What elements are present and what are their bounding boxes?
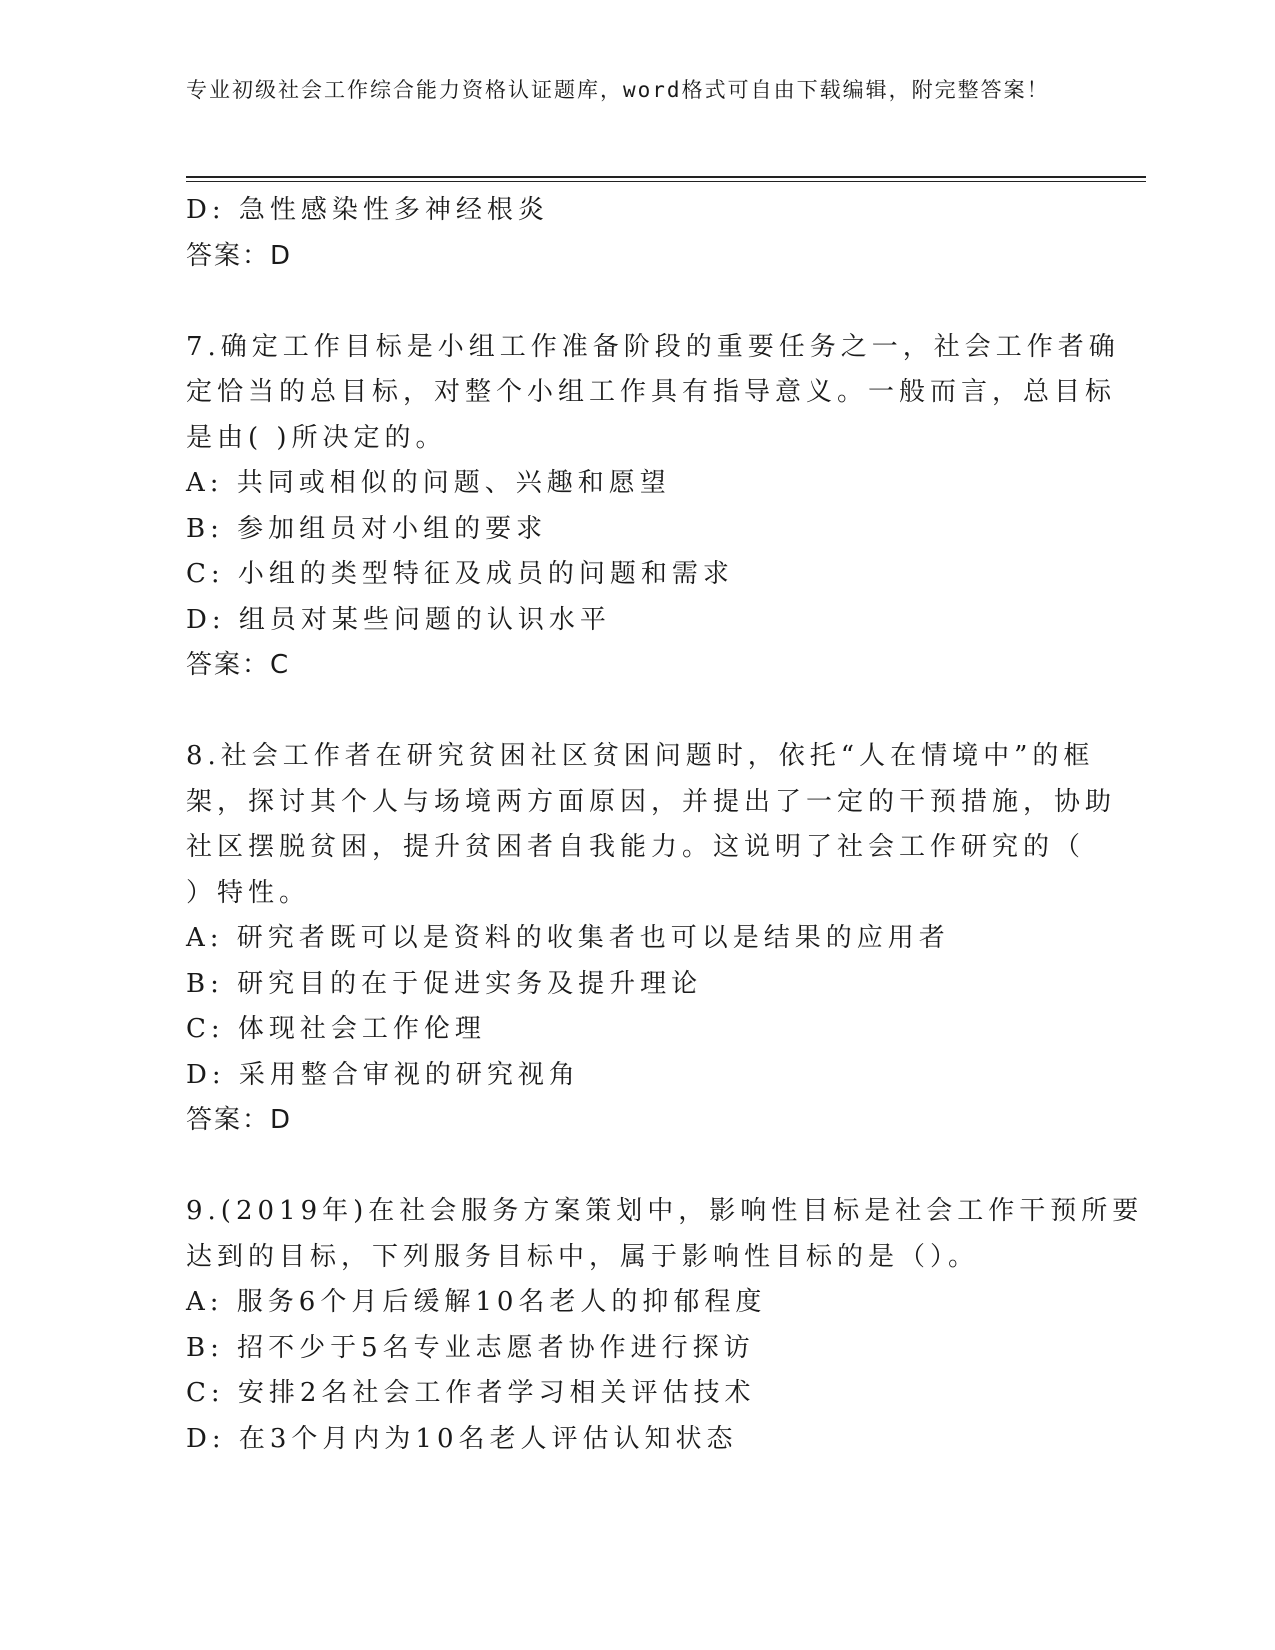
spacer [186,689,1066,735]
option-b: B: 研究目的在于促进实务及提升理论 [186,968,703,999]
option-d: D: 急性感染性多神经根炎 [186,195,549,225]
option-a: A: 服务6个月后缓解10名老人的抑郁程度 [186,1287,767,1317]
question-stem-line: 定恰当的总目标，对整个小组工作具有指导意义。一般而言，总目标 [186,377,1117,407]
question-stem-line: 是由( )所决定的。 [186,422,447,453]
spacer [186,279,1066,325]
question-stem-line: 社区摆脱贫困，提升贫困者自我能力。这说明了社会工作研究的（ [186,832,1086,862]
question-7 [186,325,1120,689]
option-c: C: 安排2名社会工作者学习相关评估技术 [186,1378,756,1408]
question-9 [186,1189,1144,1462]
option-a: A: 研究者既可以是资料的收集者也可以是结果的应用者 [186,923,950,953]
option-c: C: 小组的类型特征及成员的问题和需求 [186,559,734,589]
question-stem-line: ）特性。 [186,877,311,908]
question-stem-line: 9.(2019年)在社会服务方案策划中，影响性目标是社会工作干预所要 [186,1196,1144,1226]
option-b: B: 招不少于5名专业志愿者协作进行探访 [186,1332,755,1363]
spacer [186,1144,1066,1190]
question-stem-line: 8.社会工作者在研究贫困社区贫困问题时，依托“人在情境中”的框 [186,741,1095,771]
answer-label: 答案：C [186,650,291,680]
question-8 [186,734,1117,1144]
question-content [186,188,1144,1462]
option-d: D: 在3个月内为10名老人评估认知状态 [186,1423,738,1454]
question-stem-line: 7.确定工作目标是小组工作准备阶段的重要任务之一，社会工作者确 [186,331,1120,362]
answer-label: 答案：D [186,1105,293,1135]
header-rule-thin [186,181,1146,182]
header-rule-thick [186,176,1146,178]
page-header: 专业初级社会工作综合能力资格认证题库，word格式可自由下载编辑，附完整答案！ [186,78,1050,102]
answer-label: 答案：D [186,240,293,271]
option-c: C: 体现社会工作伦理 [186,1014,486,1044]
question-stem-line: 达到的目标，下列服务目标中，属于影响性目标的是（）。 [186,1241,980,1272]
option-a: A: 共同或相似的问题、兴趣和愿望 [186,468,671,498]
question-stem-line: 架，探讨其个人与场境两方面原因，并提出了一定的干预措施，协助 [186,786,1117,817]
option-d: D: 组员对某些问题的认识水平 [186,604,611,635]
option-d: D: 采用整合审视的研究视角 [186,1059,580,1090]
option-b: B: 参加组员对小组的要求 [186,513,548,544]
